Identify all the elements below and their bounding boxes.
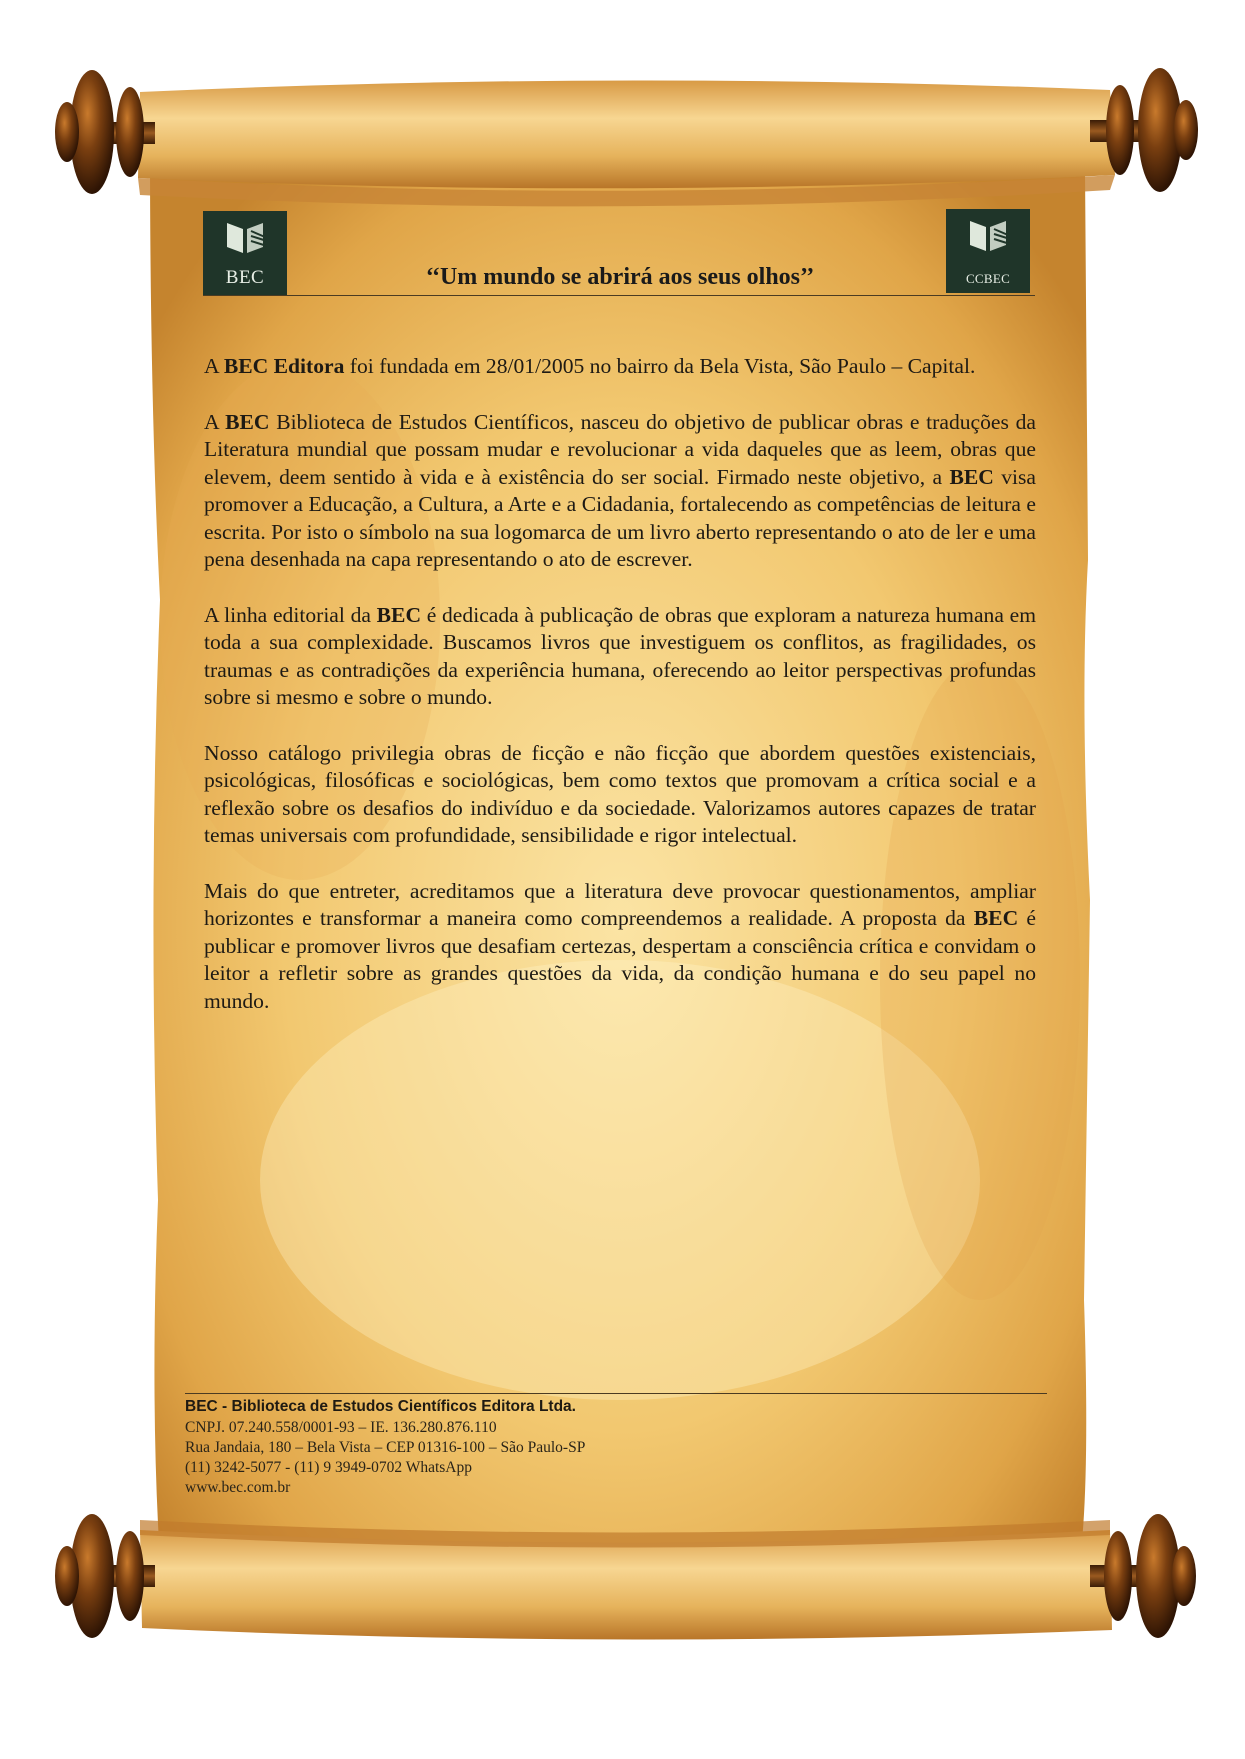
open-book-icon [964, 217, 1012, 255]
text-segment: é dedicada à publicação de obras que exploram a natureza humana em toda a sua complexidade. Buscamos livros que investiguem os conflitos, as fragilidades, os traumas e as contradições da experiência humana, oferecendo ao leitor perspectivas profundas sobre si mesmo e sobre o mundo. [204, 602, 1036, 709]
text-segment: Biblioteca de Estudos Científicos, nasceu do objetivo de publicar obras e traduções da Literatura mundial que possam mudar e revolucionar a vida daqueles que as leem, obras que elevem, deem sentido à vida e à existência do ser social. Firmado neste objetivo, a [204, 409, 1036, 489]
footer-address: Rua Jandaia, 180 – Bela Vista – CEP 01316-100 – São Paulo-SP [185, 1439, 586, 1456]
text-segment: A linha editorial da [204, 602, 377, 627]
text-segment: A [204, 409, 226, 434]
page-title: ‘‘Um mundo se abrirá aos seus olhos’’ [425, 264, 815, 290]
bold-text-segment: BEC [376, 602, 422, 627]
text-segment: visa promover a Educação, a Cultura, a Arte e a Cidadania, fortalecendo as competências de leitura e escrita. Por isto o símbolo na sua logomarca de um livro aberto representando o ato de ler e uma pena desenhada na capa representando o ato de escrever. [204, 464, 1036, 571]
title-divider [203, 295, 1035, 296]
text-segment: Nosso catálogo privilegia obras de ficção e não ficção que abordem questões existenciais, psicológicas, filosóficas e sociológicas, bem como textos que promovam a crítica social e a reflexão sobre os desafios do indivíduo e da sociedade. Valorizamos autores capazes de tratar temas universais com profundidade, sensibilidade e rigor intelectual. [204, 740, 1036, 847]
text-segment: foi fundada em 28/01/2005 no bairro da Bela Vista, São Paulo – Capital. [344, 354, 976, 378]
ccbec-logo-text: CCBEC [965, 271, 1011, 286]
bec-logo-text: BEC [225, 267, 265, 288]
bold-text-segment: BEC Editora [223, 354, 345, 378]
footer-cnpj: CNPJ. 07.240.558/0001-93 – IE. 136.280.876.110 [185, 1419, 497, 1436]
body-paragraph [204, 878, 1036, 1016]
footer-phones: (11) 3242-5077 - (11) 9 3949-0702 WhatsApp [185, 1459, 472, 1476]
bec-logo [203, 211, 287, 295]
footer-company-name: BEC - Biblioteca de Estudos Científicos Editora Ltda. [185, 1398, 576, 1415]
footer-website[interactable]: www.bec.com.br [185, 1479, 291, 1496]
footer-divider [185, 1393, 1047, 1394]
body-paragraph [204, 740, 1036, 850]
bold-text-segment: BEC [973, 906, 1019, 930]
body-paragraph [204, 409, 1036, 574]
body-paragraph [204, 602, 1036, 712]
bold-text-segment: BEC [949, 464, 994, 489]
body-paragraph [204, 353, 1036, 381]
main-content [204, 353, 1036, 1043]
bold-text-segment: BEC [225, 409, 270, 434]
ccbec-logo [946, 209, 1030, 293]
text-segment: é publicar e promover livros que desafiam certezas, despertam a consciência crítica e convidam o leitor a refletir sobre as grandes questões da vida, da condição humana e do seu papel no mundo. [204, 906, 1036, 1013]
open-book-icon [221, 219, 269, 257]
footer [185, 1396, 885, 1498]
text-segment: A [204, 354, 224, 378]
text-segment: Mais do que entreter, acreditamos que a literatura deve provocar questionamentos, ampliar horizontes e transformar a maneira como compreendemos a realidade. A proposta da [204, 878, 1036, 930]
